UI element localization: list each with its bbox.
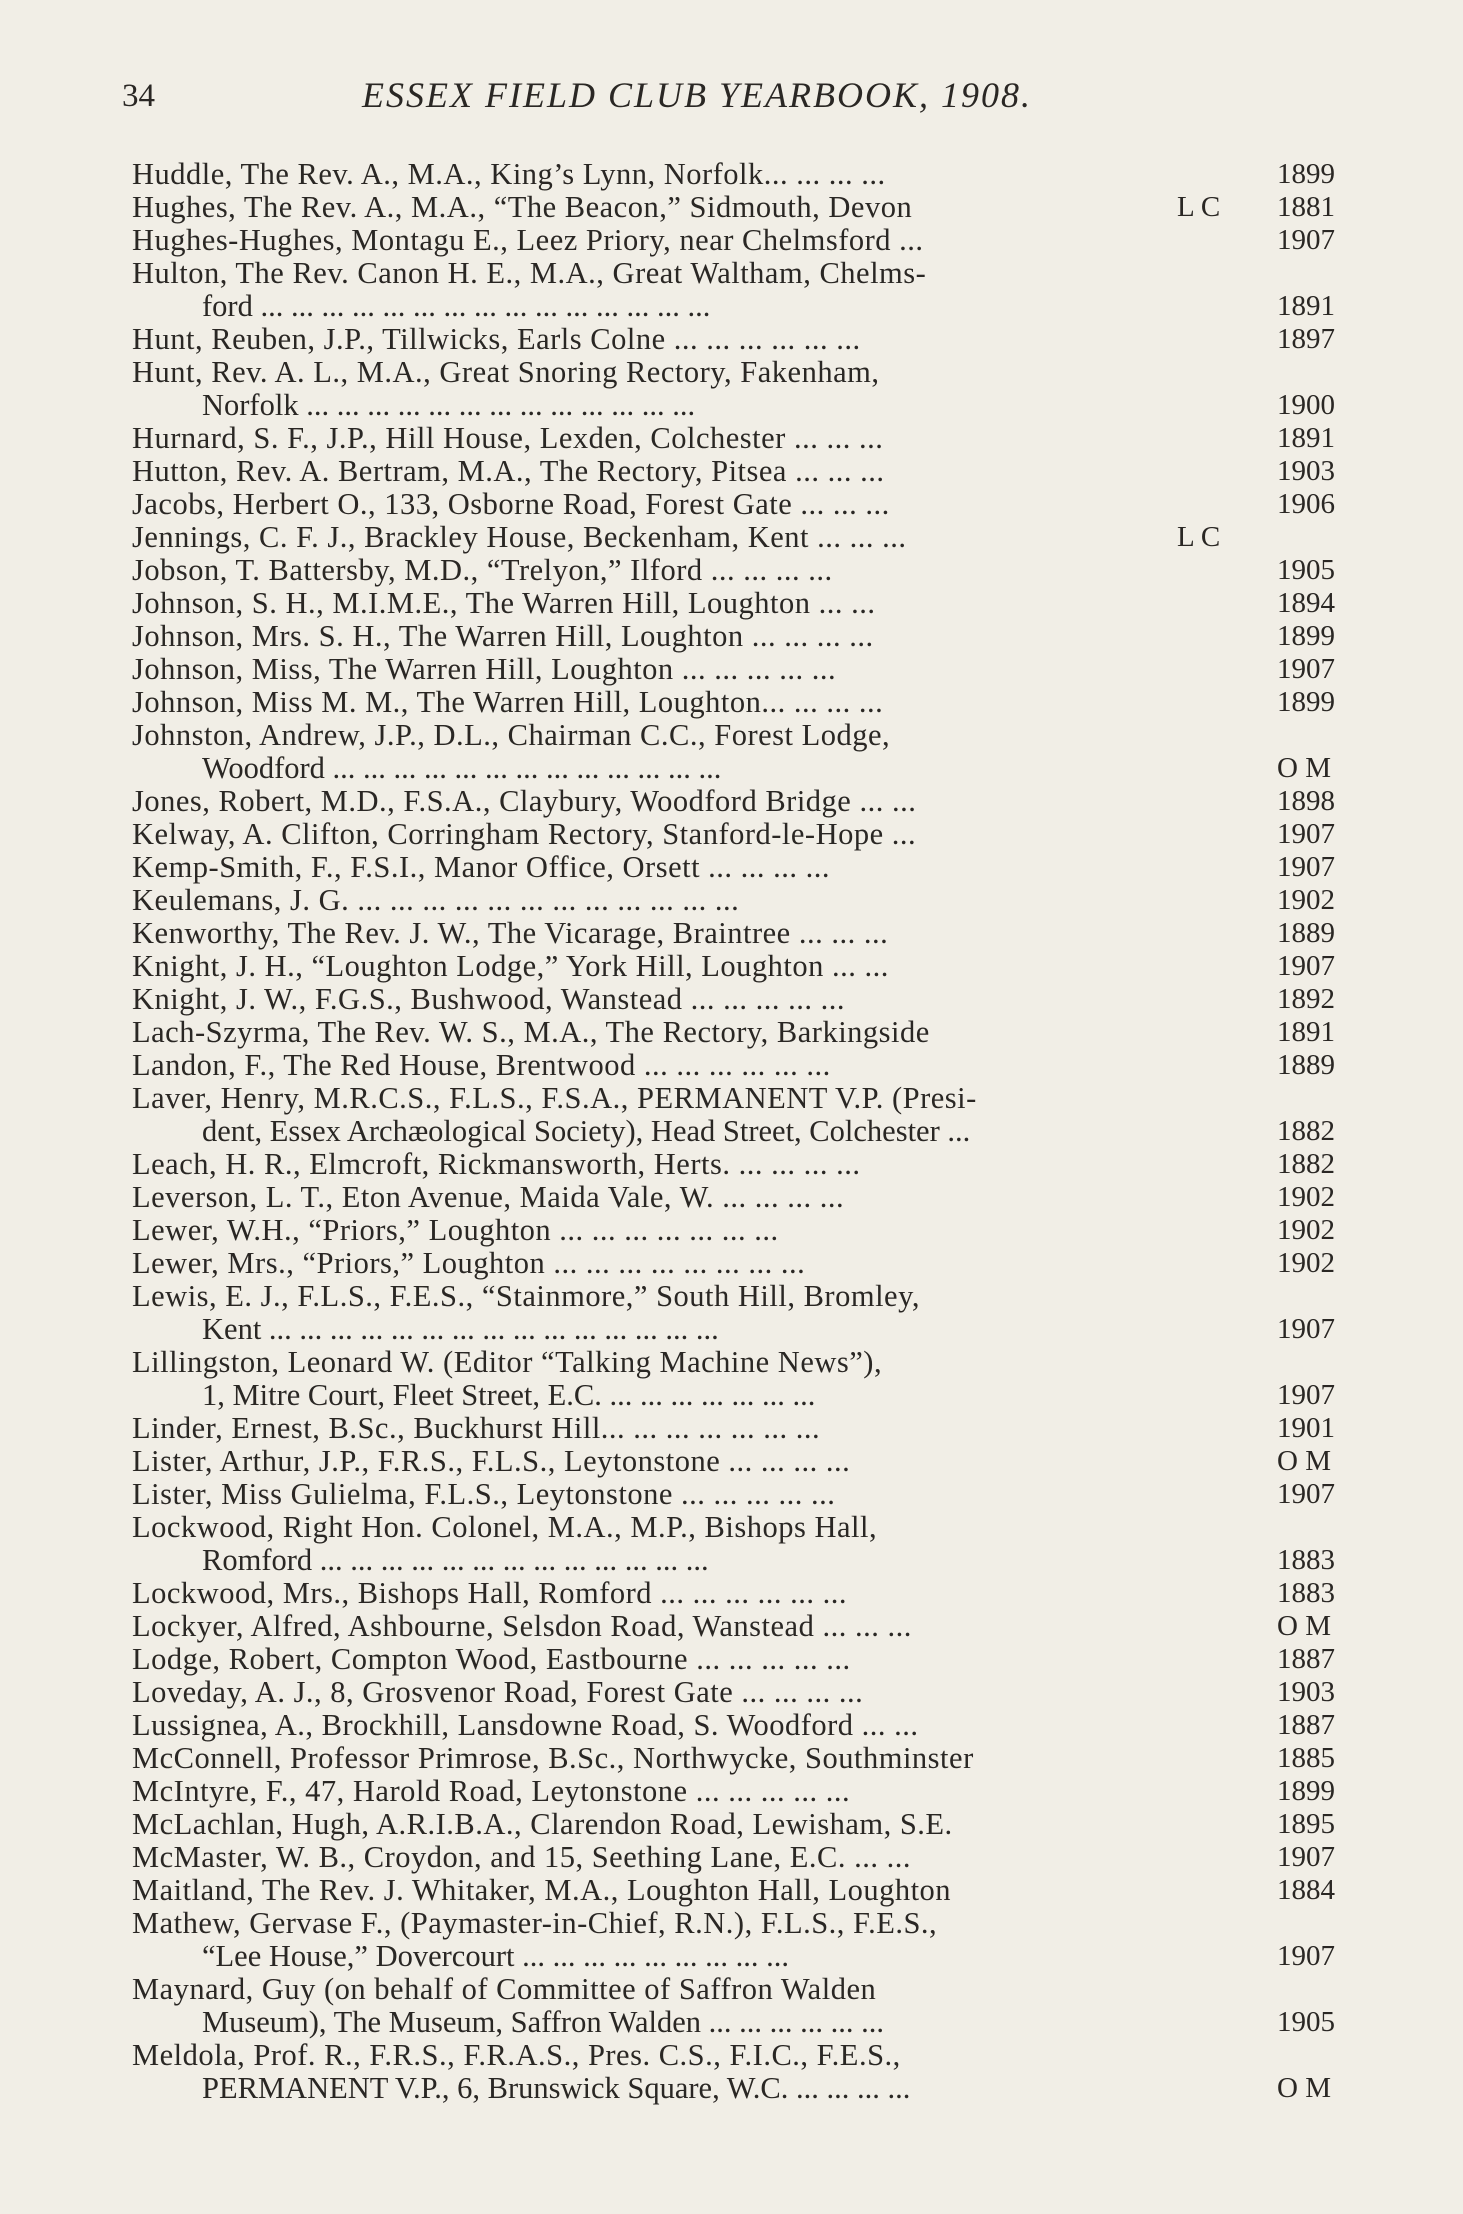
member-entry-text: Johnson, Miss, The Warren Hill, Loughton ... ... ... ... ...	[132, 652, 837, 686]
member-entry	[132, 521, 1358, 554]
member-entry-text: Lach-Szyrma, The Rev. W. S., M.A., The Rectory, Barkingside	[132, 1015, 930, 1049]
member-entry	[132, 653, 1358, 686]
member-entry-text: Lewis, E. J., F.L.S., F.E.S., “Stainmore,” South Hill, Bromley,	[132, 1279, 920, 1313]
member-entry-text: Lewer, Mrs., “Priors,” Loughton ... ... ... ... ... ... ... ...	[132, 1246, 806, 1280]
member-year: 1902	[1277, 1247, 1335, 1279]
member-entry-text: Hulton, The Rev. Canon H. E., M.A., Great Waltham, Chelms-	[132, 256, 927, 290]
member-year: 1887	[1277, 1709, 1335, 1741]
member-entry	[132, 1511, 1358, 1577]
member-year: 1903	[1277, 455, 1335, 487]
member-year: 1907	[1277, 1313, 1335, 1345]
member-year: 1901	[1277, 1412, 1335, 1444]
member-entry	[132, 422, 1358, 455]
member-entry	[132, 1676, 1358, 1709]
member-year: 1900	[1277, 389, 1335, 421]
member-entry	[132, 158, 1358, 191]
member-entry	[132, 1907, 1358, 1973]
member-year: 1907	[1277, 818, 1335, 850]
member-entry-text: Mathew, Gervase F., (Paymaster-in-Chief, R.N.), F.L.S., F.E.S.,	[132, 1906, 938, 1940]
member-entry-text: Leverson, L. T., Eton Avenue, Maida Vale, W. ... ... ... ...	[132, 1180, 845, 1214]
member-entry-text: McMaster, W. B., Croydon, and 15, Seething Lane, E.C. ... ...	[132, 1840, 911, 1874]
member-entry-text: Jacobs, Herbert O., 133, Osborne Road, Forest Gate ... ... ...	[132, 487, 890, 521]
member-entry-text: McConnell, Professor Primrose, B.Sc., Northwycke, Southminster	[132, 1741, 974, 1775]
member-year: 1892	[1277, 983, 1335, 1015]
member-entry-text: Lillingston, Leonard W. (Editor “Talking Machine News”),	[132, 1345, 883, 1379]
member-entry-text: Lister, Miss Gulielma, F.L.S., Leytonstone ... ... ... ... ...	[132, 1477, 836, 1511]
member-entry-continuation: Woodford ... ... ... ... ... ... ... ... ... ... ... ... ...	[202, 751, 722, 785]
member-entry-text: Huddle, The Rev. A., M.A., King’s Lynn, Norfolk... ... ... ...	[132, 157, 886, 191]
member-year: 1903	[1277, 1676, 1335, 1708]
member-year: O M	[1277, 752, 1331, 784]
member-year: 1902	[1277, 1214, 1335, 1246]
member-entry-continuation: “Lee House,” Dovercourt ... ... ... ... ... ... ... ... ...	[202, 1939, 789, 1973]
member-entry-text: Jennings, C. F. J., Brackley House, Beckenham, Kent ... ... ...	[132, 520, 907, 554]
member-entry-continuation: ford ... ... ... ... ... ... ... ... ... ... ... ... ... ... ...	[202, 289, 711, 323]
member-year: 1891	[1277, 290, 1335, 322]
member-entry-text: Jones, Robert, M.D., F.S.A., Claybury, Woodford Bridge ... ...	[132, 784, 917, 818]
member-entry	[132, 1742, 1358, 1775]
member-entry-text: Johnson, Mrs. S. H., The Warren Hill, Loughton ... ... ... ...	[132, 619, 874, 653]
member-entry-text: Landon, F., The Red House, Brentwood ... ... ... ... ... ...	[132, 1048, 831, 1082]
member-year: 1891	[1277, 422, 1335, 454]
member-entry	[132, 224, 1358, 257]
member-entry	[132, 1610, 1358, 1643]
member-entry	[132, 851, 1358, 884]
member-entry	[132, 257, 1358, 323]
member-entry-continuation: dent, Essex Archæological Society), Head Street, Colchester ...	[202, 1114, 971, 1148]
member-year: 1883	[1277, 1544, 1335, 1576]
member-entry	[132, 2039, 1358, 2105]
member-entry	[132, 917, 1358, 950]
member-entry-text: Lister, Arthur, J.P., F.R.S., F.L.S., Leytonstone ... ... ... ...	[132, 1444, 851, 1478]
member-entry-text: Keulemans, J. G. ... ... ... ... ... ... ... ... ... ... ... ...	[132, 883, 740, 917]
member-entry	[132, 1148, 1358, 1181]
member-year: 1884	[1277, 1874, 1335, 1906]
member-entry	[132, 1049, 1358, 1082]
page-header	[122, 75, 1242, 128]
member-year: 1907	[1277, 950, 1335, 982]
member-year: O M	[1277, 2072, 1331, 2104]
member-entry-text: Johnson, S. H., M.I.M.E., The Warren Hill, Loughton ... ...	[132, 586, 876, 620]
member-entry	[132, 1280, 1358, 1346]
member-year: 1889	[1277, 1049, 1335, 1081]
member-year: 1887	[1277, 1643, 1335, 1675]
member-entry	[132, 818, 1358, 851]
member-entry	[132, 620, 1358, 653]
member-entry	[132, 1412, 1358, 1445]
member-entry-continuation: 1, Mitre Court, Fleet Street, E.C. ... ... ... ... ... ... ...	[202, 1378, 816, 1412]
member-entry	[132, 1874, 1358, 1907]
member-entry	[132, 554, 1358, 587]
member-entry-text: Johnson, Miss M. M., The Warren Hill, Loughton... ... ... ...	[132, 685, 884, 719]
member-entry	[132, 488, 1358, 521]
member-entry-text: McLachlan, Hugh, A.R.I.B.A., Clarendon Road, Lewisham, S.E.	[132, 1807, 953, 1841]
member-year: 1889	[1277, 917, 1335, 949]
member-entry-text: Lockwood, Right Hon. Colonel, M.A., M.P., Bishops Hall,	[132, 1510, 878, 1544]
member-entry	[132, 455, 1358, 488]
member-entry-text: Maynard, Guy (on behalf of Committee of Saffron Walden	[132, 1972, 877, 2006]
member-year: 1907	[1277, 653, 1335, 685]
member-year: 1894	[1277, 587, 1335, 619]
member-year: 1907	[1277, 1379, 1335, 1411]
member-year: 1906	[1277, 488, 1335, 520]
member-entry	[132, 785, 1358, 818]
member-year: 1899	[1277, 1775, 1335, 1807]
member-entry-text: Johnston, Andrew, J.P., D.L., Chairman C.C., Forest Lodge,	[132, 718, 891, 752]
member-entry-text: Knight, J. W., F.G.S., Bushwood, Wanstead ... ... ... ... ...	[132, 982, 846, 1016]
member-year: 1902	[1277, 1181, 1335, 1213]
member-year: 1881	[1277, 191, 1335, 223]
member-year: 1882	[1277, 1148, 1335, 1180]
member-entry	[132, 983, 1358, 1016]
member-status: L C	[1177, 521, 1221, 553]
member-entry	[132, 356, 1358, 422]
member-entry	[132, 587, 1358, 620]
member-entry-text: Lussignea, A., Brockhill, Lansdowne Road, S. Woodford ... ...	[132, 1708, 919, 1742]
member-entry-text: Hutton, Rev. A. Bertram, M.A., The Rectory, Pitsea ... ... ...	[132, 454, 885, 488]
member-entry-text: Maitland, The Rev. J. Whitaker, M.A., Loughton Hall, Loughton	[132, 1873, 952, 1907]
member-entry-text: Lockwood, Mrs., Bishops Hall, Romford ... ... ... ... ... ...	[132, 1576, 848, 1610]
member-year: 1899	[1277, 686, 1335, 718]
member-entry	[132, 1808, 1358, 1841]
member-entry-text: Loveday, A. J., 8, Grosvenor Road, Forest Gate ... ... ... ...	[132, 1675, 864, 1709]
member-year: 1897	[1277, 323, 1335, 355]
member-entry	[132, 1016, 1358, 1049]
member-entry	[132, 1082, 1358, 1148]
member-year: 1905	[1277, 2006, 1335, 2038]
member-entry-text: Lockyer, Alfred, Ashbourne, Selsdon Road, Wanstead ... ... ...	[132, 1609, 912, 1643]
member-entry	[132, 1247, 1358, 1280]
page-number: 34	[122, 78, 155, 114]
member-year: 1902	[1277, 884, 1335, 916]
member-entry	[132, 1775, 1358, 1808]
member-entry	[132, 1478, 1358, 1511]
member-entry-continuation: PERMANENT V.P., 6, Brunswick Square, W.C. ... ... ... ...	[202, 2071, 911, 2105]
member-entry	[132, 323, 1358, 356]
member-year: 1898	[1277, 785, 1335, 817]
member-entry-text: Hurnard, S. F., J.P., Hill House, Lexden, Colchester ... ... ...	[132, 421, 884, 455]
member-entry-text: Hughes, The Rev. A., M.A., “The Beacon,” Sidmouth, Devon	[132, 190, 913, 224]
member-entry-continuation: Kent ... ... ... ... ... ... ... ... ... ... ... ... ... ... ...	[202, 1312, 719, 1346]
member-year: 1907	[1277, 224, 1335, 256]
member-entry	[132, 1214, 1358, 1247]
member-year: 1907	[1277, 1940, 1335, 1972]
member-year: 1907	[1277, 1841, 1335, 1873]
member-year: 1907	[1277, 1478, 1335, 1510]
member-year: 1907	[1277, 851, 1335, 883]
member-entry-text: Kelway, A. Clifton, Corringham Rectory, Stanford-le-Hope ...	[132, 817, 917, 851]
member-entry	[132, 884, 1358, 917]
member-entry	[132, 686, 1358, 719]
member-year: 1905	[1277, 554, 1335, 586]
member-entry-text: Lewer, W.H., “Priors,” Loughton ... ... ... ... ... ... ...	[132, 1213, 779, 1247]
member-entry	[132, 719, 1358, 785]
member-list	[132, 158, 1358, 2105]
member-entry	[132, 1643, 1358, 1676]
member-entry	[132, 1709, 1358, 1742]
member-entry	[132, 1973, 1358, 2039]
member-year: 1899	[1277, 158, 1335, 190]
member-entry-text: Lodge, Robert, Compton Wood, Eastbourne ... ... ... ... ...	[132, 1642, 851, 1676]
member-entry-text: Laver, Henry, M.R.C.S., F.L.S., F.S.A., PERMANENT V.P. (Presi-	[132, 1081, 977, 1115]
member-entry	[132, 191, 1358, 224]
member-entry	[132, 950, 1358, 983]
member-entry	[132, 1181, 1358, 1214]
member-entry-continuation: Museum), The Museum, Saffron Walden ... ... ... ... ... ...	[202, 2005, 885, 2039]
member-entry-text: Kenworthy, The Rev. J. W., The Vicarage, Braintree ... ... ...	[132, 916, 889, 950]
member-year: 1882	[1277, 1115, 1335, 1147]
member-entry-text: Hughes-Hughes, Montagu E., Leez Priory, near Chelmsford ...	[132, 223, 924, 257]
member-entry	[132, 1577, 1358, 1610]
member-year: 1895	[1277, 1808, 1335, 1840]
member-entry	[132, 1445, 1358, 1478]
member-year: O M	[1277, 1445, 1331, 1477]
running-title: ESSEX FIELD CLUB YEARBOOK, 1908.	[362, 75, 1032, 115]
member-entry-text: McIntyre, F., 47, Harold Road, Leytonstone ... ... ... ... ...	[132, 1774, 851, 1808]
member-year: 1891	[1277, 1016, 1335, 1048]
member-year: 1899	[1277, 620, 1335, 652]
member-entry-text: Kemp-Smith, F., F.S.I., Manor Office, Orsett ... ... ... ...	[132, 850, 831, 884]
member-year: 1883	[1277, 1577, 1335, 1609]
member-entry-text: Jobson, T. Battersby, M.D., “Trelyon,” Ilford ... ... ... ...	[132, 553, 833, 587]
member-entry-continuation: Norfolk ... ... ... ... ... ... ... ... ... ... ... ... ...	[202, 388, 696, 422]
member-entry-text: Hunt, Rev. A. L., M.A., Great Snoring Rectory, Fakenham,	[132, 355, 880, 389]
member-year: 1885	[1277, 1742, 1335, 1774]
member-entry-text: Hunt, Reuben, J.P., Tillwicks, Earls Colne ... ... ... ... ... ...	[132, 322, 861, 356]
member-year: O M	[1277, 1610, 1331, 1642]
member-entry-text: Linder, Ernest, B.Sc., Buckhurst Hill... ... ... ... ... ... ...	[132, 1411, 821, 1445]
member-status: L C	[1177, 191, 1221, 223]
member-entry-text: Leach, H. R., Elmcroft, Rickmansworth, Herts. ... ... ... ...	[132, 1147, 861, 1181]
member-entry-text: Meldola, Prof. R., F.R.S., F.R.A.S., Pres. C.S., F.I.C., F.E.S.,	[132, 2038, 901, 2072]
member-entry	[132, 1841, 1358, 1874]
member-entry-continuation: Romford ... ... ... ... ... ... ... ... ... ... ... ... ...	[202, 1543, 709, 1577]
member-entry-text: Knight, J. H., “Loughton Lodge,” York Hill, Loughton ... ...	[132, 949, 889, 983]
member-entry	[132, 1346, 1358, 1412]
